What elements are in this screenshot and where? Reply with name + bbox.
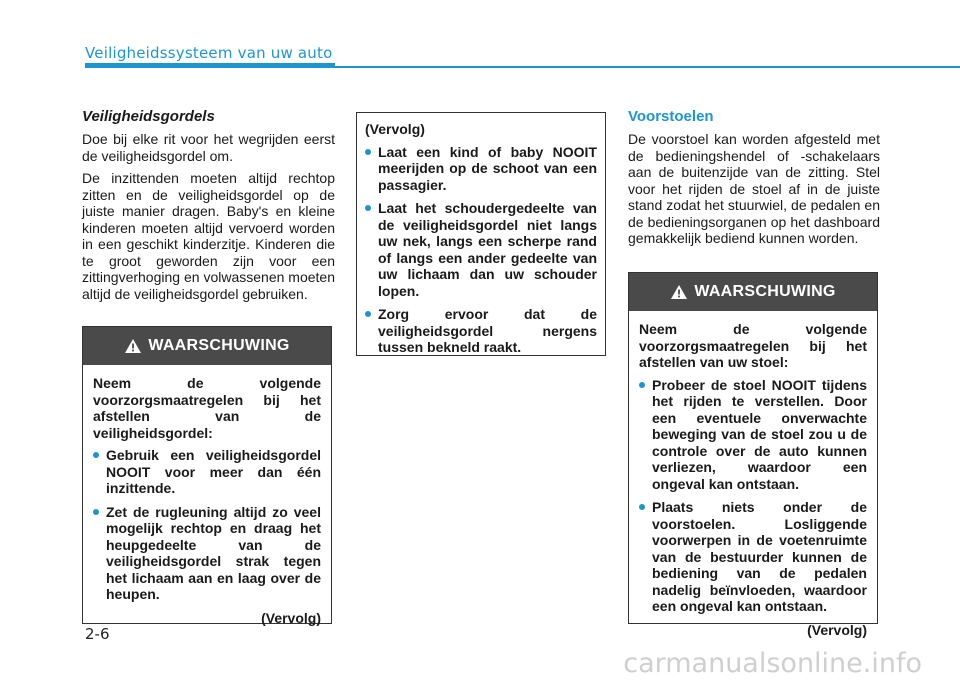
column-front-seats xyxy=(628,108,880,253)
warning-bullet: Laat een kind of baby NOOIT meerijden op de schoot van een passagier. xyxy=(365,144,597,194)
warning-header xyxy=(629,273,877,311)
column-seatbelts xyxy=(82,108,335,308)
warning-bullet: Zorg ervoor dat de veiligheidsgordel nergens tussen bekneld raakt. xyxy=(365,306,597,356)
warning-bullet: Laat het schoudergedeelte van de veiligheidsgordel niet langs uw nek, langs een scherpe rand of langs een ander gedeelte van uw lichaam dan uw schouder lopen. xyxy=(365,200,597,299)
continued-label: (Vervolg) xyxy=(365,121,425,137)
watermark: carmanualsonline.info xyxy=(623,648,922,679)
continued-label: (Vervolg) xyxy=(807,621,867,638)
continued-label: (Vervolg) xyxy=(261,609,321,626)
warning-intro: Neem de volgende voorzorgsmaatregelen bij het afstellen van uw stoel: xyxy=(639,321,867,370)
warning-triangle-icon xyxy=(670,284,688,300)
warning-bullet: Probeer de stoel NOOIT tijdens het rijden te verstellen. Door een eventuele onverwachte beweging van de stoel zou u de controle over de auto kunnen verliezen, waardoor een ongeval kan ontstaan. xyxy=(639,377,867,493)
warning-bullet: Gebruik een veiligheidsgordel NOOIT voor meer dan één inzittende. xyxy=(93,447,321,497)
warning-header xyxy=(83,327,331,365)
paragraph: Doe bij elke rit voor het wegrijden eerst de veiligheidsgordel om. xyxy=(82,131,335,164)
page-number: 2-6 xyxy=(85,625,110,643)
heading-seatbelts: Veiligheidsgordels xyxy=(82,108,215,125)
warning-bullet: Zet de rugleuning altijd zo veel mogelijk rechtop en draag het heupgedeelte van de veiligheidsgordel strak tegen het lichaam aan en laag over de heupen. xyxy=(93,504,321,603)
section-title: Veiligheidssysteem van uw auto xyxy=(85,44,333,62)
warning-box-seatbelts xyxy=(82,326,332,624)
warning-triangle-icon xyxy=(124,338,142,354)
warning-title: WAARSCHUWING xyxy=(148,337,290,354)
warning-body xyxy=(629,311,877,646)
paragraph: De inzittenden moeten altijd rechtop zitten en de veiligheidsgordel op de juiste manier dragen. Baby's en kleine kinderen moeten altijd vervoerd worden in een geschikt kinderzitje. Kinderen die te groot geworden zijn voor een zittingverhoging en volwassenen moeten altijd de veiligheidsgordel gebruiken. xyxy=(82,170,335,302)
warning-bullet: Plaats niets onder de voorstoelen. Losliggende voorwerpen in de voetenruimte van de bestuurder kunnen de bediening van de pedalen nadelig beïnvloeden, waardoor een ongeval kan ontstaan. xyxy=(639,499,867,615)
heading-front-seats: Voorstoelen xyxy=(628,108,714,125)
header-accent-bar xyxy=(85,63,335,68)
warning-body xyxy=(83,365,331,634)
header-rule xyxy=(335,66,960,68)
warning-title: WAARSCHUWING xyxy=(694,283,836,300)
paragraph: De voorstoel kan worden afgesteld met de bedieningshendel of -schakelaars aan de buitenzijde van de zitting. Stel voor het rijden de stoel af in de juiste stand zodat het stuurwiel, de pedalen en de bedieningsorganen op het dashboard gemakkelijk bediend kunnen worden. xyxy=(628,131,880,246)
warning-intro: Neem de volgende voorzorgsmaatregelen bij het afstellen van de veiligheidsgordel: xyxy=(93,375,321,441)
warning-box-front-seats xyxy=(628,272,878,638)
continued-warning-box xyxy=(356,112,606,356)
